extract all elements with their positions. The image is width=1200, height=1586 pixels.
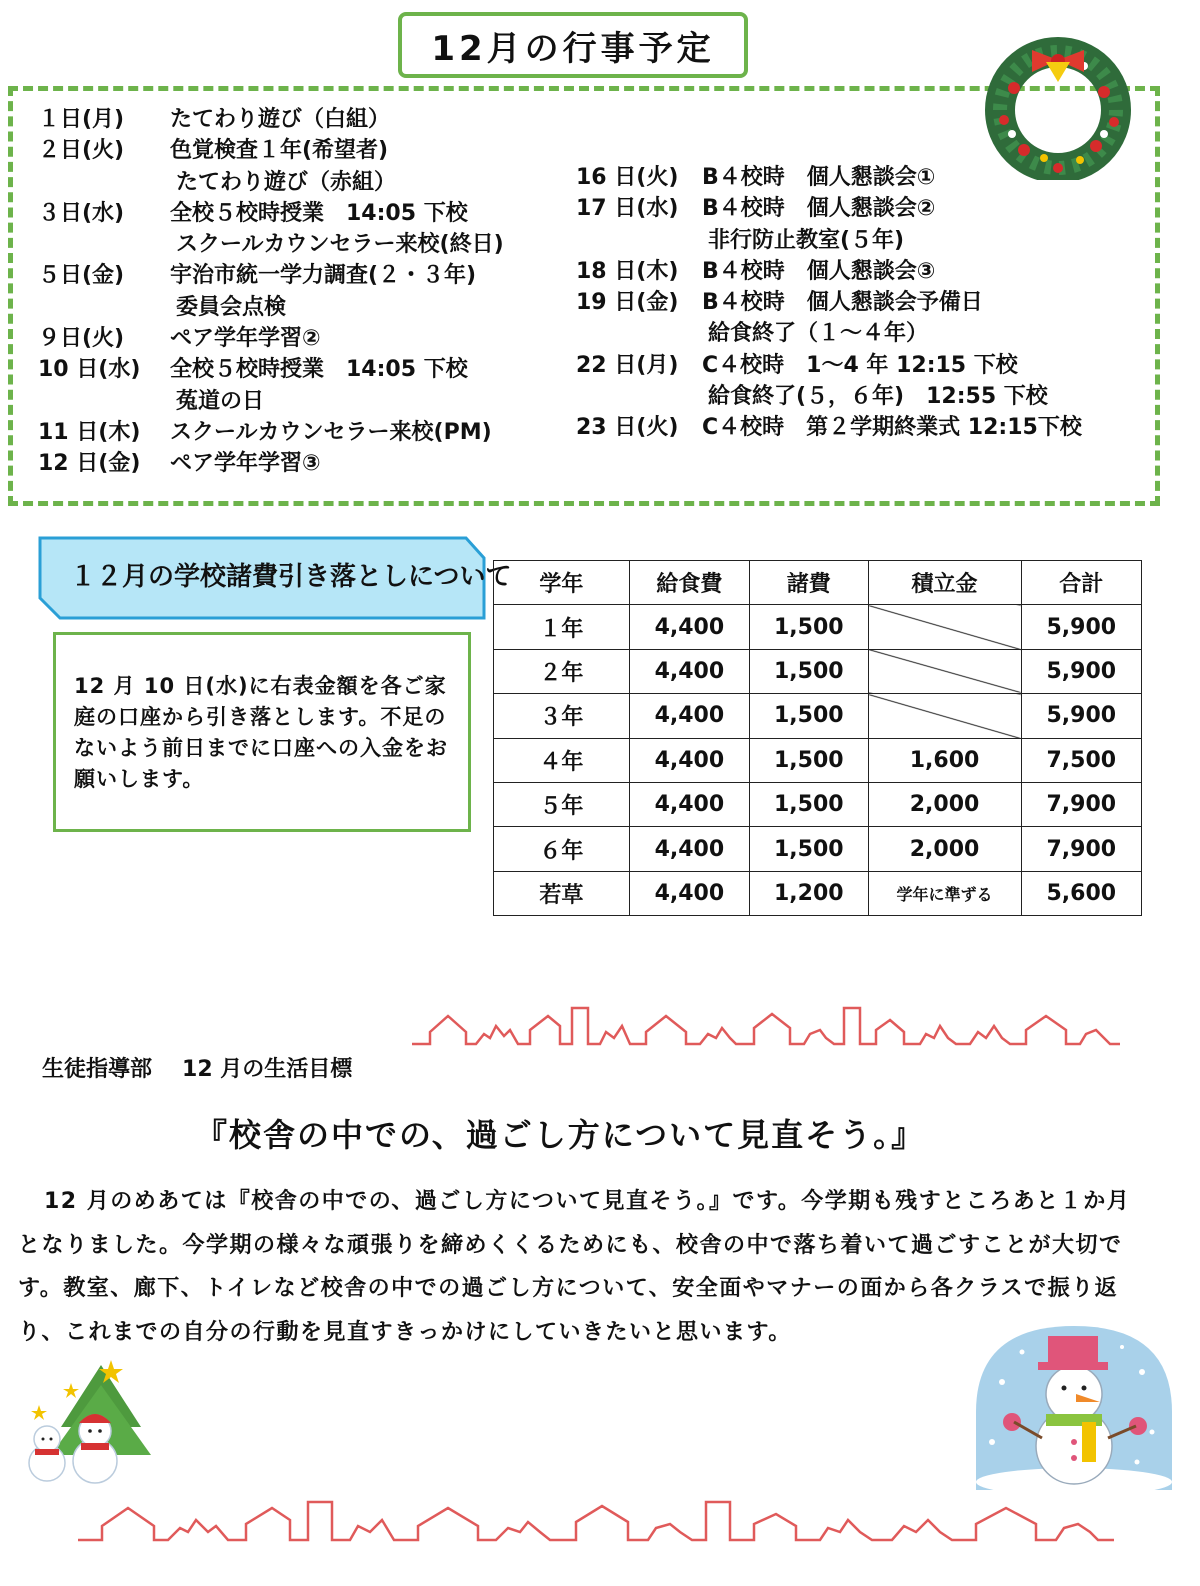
schedule-event: 非行防止教室(５年) <box>708 227 905 253</box>
schedule-event: たてわり遊び（赤組） <box>176 169 397 195</box>
schedule-row <box>38 260 504 291</box>
schedule-event: B４校時 個人懇談会③ <box>702 258 936 284</box>
schedule-row <box>38 229 504 260</box>
schedule-date: 17 日(水) <box>576 196 679 222</box>
table-cell: 5,900 <box>1021 605 1141 649</box>
table-cell: 4,400 <box>629 694 749 738</box>
schedule-row <box>576 256 1082 287</box>
header-grade: 学年 <box>494 561 630 605</box>
schedule-date <box>576 318 702 349</box>
schedule-date: ５日(金) <box>38 263 125 289</box>
header-savings: 積立金 <box>868 561 1021 605</box>
schedule-event: ペア学年学習② <box>170 326 321 352</box>
table-cell <box>868 649 1021 693</box>
schedule-event: C４校時 1～4 年 12:15 下校 <box>702 352 1018 378</box>
schedule-date: 12 日(金) <box>38 451 141 477</box>
schedule-event: 給食終了(５，６年) 12:55 下校 <box>708 384 1048 410</box>
schedule-event: 菟道の日 <box>176 388 265 414</box>
schedule-event: スクールカウンセラー来校(終日) <box>176 232 504 258</box>
table-cell: 4,400 <box>629 827 749 871</box>
schedule-date <box>38 167 170 198</box>
table-row <box>494 605 1142 649</box>
table-cell: ４年 <box>494 738 630 782</box>
schedule-date: ２日(火) <box>38 138 125 164</box>
guidance-headline: 『校舎の中での、過ごし方について見直そう。』 <box>195 1116 926 1154</box>
schedule-right-column <box>576 162 1082 444</box>
schedule-date: 23 日(火) <box>576 415 679 441</box>
schedule-left-column <box>38 104 504 480</box>
table-row <box>494 827 1142 871</box>
fee-heading: １２月の学校諸費引き落としについて <box>70 562 512 592</box>
header-misc-fee: 諸費 <box>750 561 868 605</box>
fee-table <box>493 560 1142 916</box>
table-row <box>494 694 1142 738</box>
schedule-date: １日(月) <box>38 107 125 132</box>
schedule-date: ９日(火) <box>38 326 125 352</box>
schedule-event: 給食終了（１～４年） <box>708 321 929 347</box>
schedule-date <box>38 292 170 323</box>
schedule-row <box>38 386 504 417</box>
schedule-date <box>38 386 170 417</box>
schedule-event: スクールカウンセラー来校(PM) <box>170 419 492 445</box>
table-cell <box>868 605 1021 649</box>
table-cell: 1,500 <box>750 694 868 738</box>
schedule-date: ３日(水) <box>38 200 125 226</box>
table-cell: 1,600 <box>868 738 1021 782</box>
schedule-row <box>576 318 1082 349</box>
withdrawal-notice: 12 月 10 日(水)に右表金額を各ご家庭の口座から引き落とします。不足のないよう前日までに口座への入金をお願いします。 <box>53 632 471 832</box>
schedule-event: B４校時 個人懇談会① <box>702 165 936 190</box>
schedule-event: 委員会点検 <box>176 294 287 320</box>
christmas-wreath-icon <box>984 30 1132 180</box>
schedule-row <box>576 193 1082 224</box>
table-row <box>494 738 1142 782</box>
table-cell: 5,600 <box>1021 871 1141 915</box>
schedule-event: ペア学年学習③ <box>170 451 321 477</box>
table-cell: 7,900 <box>1021 782 1141 826</box>
table-cell <box>868 694 1021 738</box>
schedule-event: 宇治市統一学力調査(２・３年) <box>170 263 477 289</box>
table-cell: 7,900 <box>1021 827 1141 871</box>
table-cell: 学年に準ずる <box>868 871 1021 915</box>
schedule-date: 22 日(月) <box>576 352 679 378</box>
header-total: 合計 <box>1021 561 1141 605</box>
schedule-row <box>38 292 504 323</box>
schedule-date <box>38 229 170 260</box>
table-cell: 4,400 <box>629 782 749 826</box>
table-cell: １年 <box>494 605 630 649</box>
table-cell: 5,900 <box>1021 694 1141 738</box>
town-border-decoration <box>410 1004 1122 1048</box>
table-cell: 2,000 <box>868 827 1021 871</box>
schedule-event: 全校５校時授業 14:05 下校 <box>170 200 468 226</box>
snowman-icon <box>972 1322 1176 1492</box>
schedule-date: 19 日(金) <box>576 290 679 316</box>
table-cell: ５年 <box>494 782 630 826</box>
table-cell: 4,400 <box>629 871 749 915</box>
table-row <box>494 871 1142 915</box>
schedule-date <box>576 225 702 256</box>
table-cell: ２年 <box>494 649 630 693</box>
schedule-event: B４校時 個人懇談会予備日 <box>702 290 983 316</box>
guidance-department: 生徒指導部 <box>42 1057 153 1082</box>
schedule-row <box>576 225 1082 256</box>
schedule-date: 16 日(火) <box>576 165 679 190</box>
schedule-event: たてわり遊び（白組） <box>170 107 391 132</box>
table-cell: 1,500 <box>750 649 868 693</box>
table-cell: 1,200 <box>750 871 868 915</box>
table-cell: ３年 <box>494 694 630 738</box>
table-row <box>494 649 1142 693</box>
schedule-row <box>38 323 504 354</box>
table-cell: 若草 <box>494 871 630 915</box>
schedule-row <box>576 381 1082 412</box>
table-cell: 1,500 <box>750 827 868 871</box>
table-cell: 7,500 <box>1021 738 1141 782</box>
table-cell: 1,500 <box>750 738 868 782</box>
schedule-date: 11 日(木) <box>38 419 141 445</box>
table-cell: 1,500 <box>750 782 868 826</box>
schedule-row <box>38 448 504 479</box>
table-cell: 4,400 <box>629 649 749 693</box>
guidance-heading <box>42 1052 352 1083</box>
schedule-event: B４校時 個人懇談会② <box>702 196 936 222</box>
schedule-event: 色覚検査１年(希望者) <box>170 138 389 164</box>
table-cell: 4,400 <box>629 605 749 649</box>
schedule-row <box>576 350 1082 381</box>
guidance-body: 12 月のめあては『校舎の中での、過ごし方について見直そう。』です。今学期も残すところあと１か月となりました。今学期の様々な頑張りを締めくくるためにも、校舎の中で落ち着いて過ごすことが大切です。教室、廊下、トイレなど校舎の中での過ごし方について、安全面やマナーの面から各クラスで振り返り、これまでの自分の行動を見直すきっかけにしていきたいと思います。 <box>18 1189 1131 1345</box>
schedule-date: 18 日(木) <box>576 258 679 284</box>
table-cell: 2,000 <box>868 782 1021 826</box>
schedule-row <box>38 198 504 229</box>
table-row <box>494 782 1142 826</box>
schedule-row <box>38 104 504 135</box>
schedule-row <box>576 287 1082 318</box>
schedule-row <box>38 417 504 448</box>
schedule-row <box>38 167 504 198</box>
page-title: 12月の行事予定 <box>398 12 748 78</box>
header-lunch-fee: 給食費 <box>629 561 749 605</box>
schedule-row <box>38 354 504 385</box>
table-cell: 1,500 <box>750 605 868 649</box>
guidance-goal-label: 12 月の生活目標 <box>182 1057 353 1082</box>
schedule-row <box>576 412 1082 443</box>
schedule-event: 全校５校時授業 14:05 下校 <box>170 357 468 383</box>
schedule-row <box>38 135 504 166</box>
town-border-bottom-decoration <box>76 1498 1116 1544</box>
schedule-date <box>576 381 702 412</box>
schedule-date: 10 日(水) <box>38 357 141 383</box>
table-cell: ６年 <box>494 827 630 871</box>
schedule-event: C４校時 第２学期終業式 12:15下校 <box>702 415 1082 441</box>
table-cell: 4,400 <box>629 738 749 782</box>
fee-table-header-row <box>494 561 1142 605</box>
snowman-tree-icon <box>15 1355 165 1485</box>
table-cell: 5,900 <box>1021 649 1141 693</box>
